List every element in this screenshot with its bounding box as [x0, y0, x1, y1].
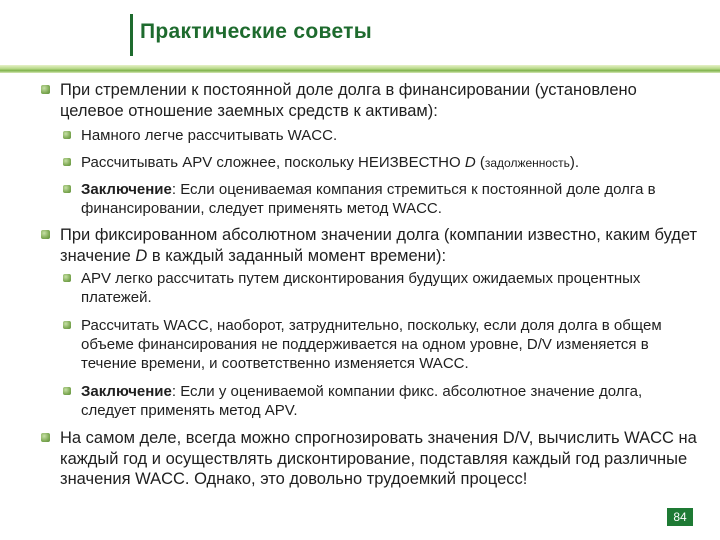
conclusion-label: Заключение — [81, 383, 172, 400]
variable-d: D — [464, 154, 476, 171]
bullet-text-pre: При фиксированном абсолютном значении долга (компании известно, каким будет значение — [60, 226, 698, 265]
bullet-text-mid: ( — [475, 154, 485, 171]
bullet-text-post: в каждый заданный момент времени): — [147, 246, 447, 265]
bullet-text: На самом деле, всегда можно спрогнозировать значения D/V, вычислить WACC на каждый год и осуществлять дисконтирование, подставляя каждый год различные значения WACC. Однако, это довольно трудоемкий процесс! — [60, 429, 697, 488]
square-bullet-icon — [41, 230, 50, 239]
bullet-level2 — [81, 269, 691, 307]
bullet-level1 — [60, 80, 700, 121]
bullet-text: APV легко рассчитать путем дисконтирования будущих ожидаемых процентных платежей. — [81, 270, 641, 306]
page-number: 84 — [667, 508, 693, 526]
square-bullet-icon — [41, 85, 50, 94]
bullet-level2 — [81, 153, 691, 173]
square-bullet-icon — [63, 158, 71, 166]
bullet-text: : Если у оцениваемой компании фикс. абсолютное значение долга, следует применять метод APV. — [81, 383, 643, 419]
bullet-level2 — [81, 316, 691, 373]
bullet-level2 — [81, 180, 691, 218]
square-bullet-icon — [63, 274, 71, 282]
slide-title: Практические советы — [140, 20, 372, 43]
bullet-level2 — [81, 126, 691, 145]
square-bullet-icon — [63, 131, 71, 139]
square-bullet-icon — [63, 321, 71, 329]
bullet-text-post: ). — [569, 154, 579, 171]
variable-d: D — [135, 246, 148, 265]
square-bullet-icon — [63, 185, 71, 193]
bullet-level1 — [60, 225, 700, 266]
conclusion-label: Заключение — [81, 181, 172, 198]
bullet-text: Намного легче рассчитывать WACC. — [81, 127, 338, 144]
bullet-text: При стремлении к постоянной доле долга в финансировании (установлено целевое отношение заемных средств к активам): — [60, 81, 637, 120]
bullet-level1 — [60, 428, 700, 490]
square-bullet-icon — [63, 387, 71, 395]
bullet-text: Рассчитать WACC, наоборот, затруднительно, поскольку, если доля долга в общем объеме финансирования не поддерживается на одном уровне, D/V изменяется в течение времени, и соответственно изменяется WACC. — [81, 317, 662, 372]
bullet-text-pre: Рассчитывать APV сложнее, поскольку НЕИЗВЕСТНО — [81, 154, 465, 171]
bullet-note-small: задолженность — [484, 156, 570, 170]
square-bullet-icon — [41, 433, 50, 442]
bullet-text: : Если оцениваемая компания стремиться к постоянной доле долга в финансировании, следует применять метод WACC. — [81, 181, 656, 217]
bullet-level2 — [81, 382, 691, 420]
